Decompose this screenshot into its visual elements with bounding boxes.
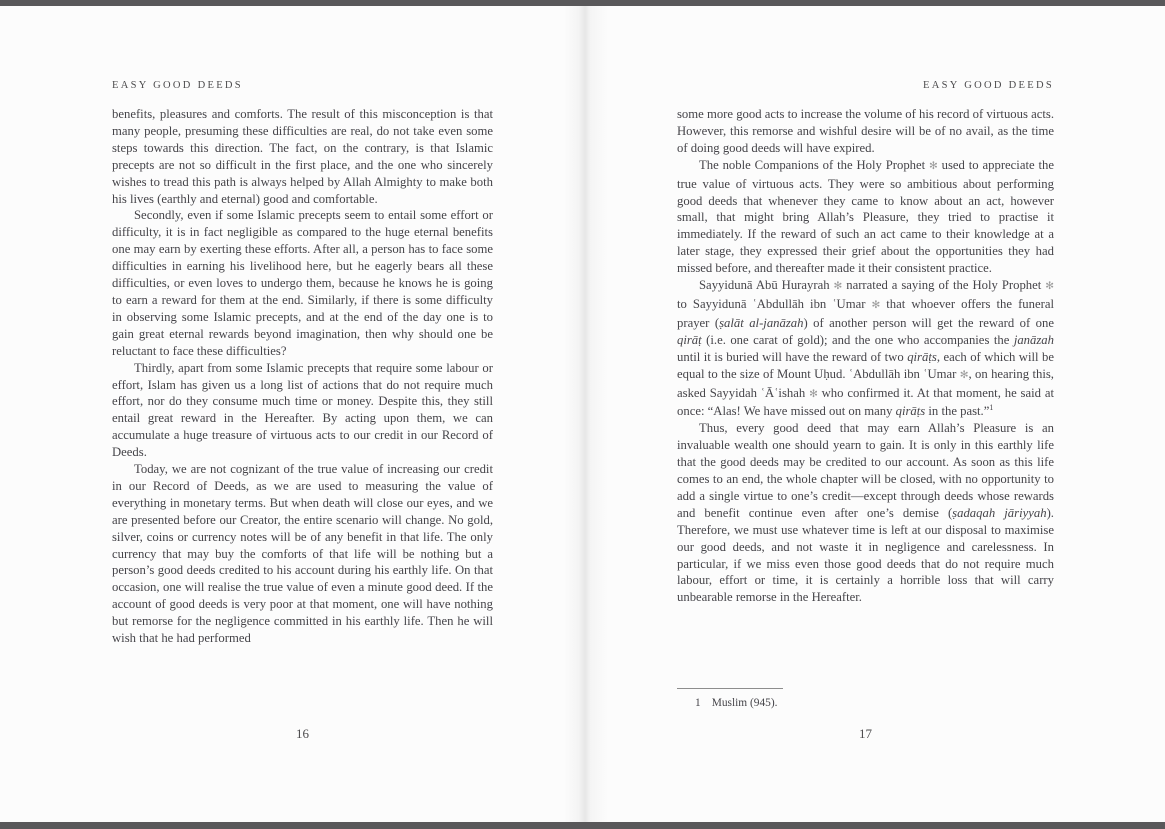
running-header-left: EASY GOOD DEEDS <box>112 80 243 91</box>
honorific-rosette-icon: ✻ <box>833 281 843 293</box>
paragraph: Thus, every good deed that may earn Allah’s Pleasure is an invaluable wealth one should yearn to gain. It is only in this earthly life that the good deeds may be credited to our account. As soon as this life comes to an end, the whole chapter will be closed, with no opportunity to add a single virtue to one’s credit—except through deeds whose rewards and benefit continue even after one’s demise (ṣadaqah jāriyyah). Therefore, we must use whatever time is left at our disposal to maximise our good deeds, and not waste it in negligence and carelessness. In particular, if we miss even those good deeds that do not require much labour, effort or time, it is certainly a horrible loss that will carry unbearable remorse in the Hereafter. <box>677 421 1054 605</box>
page-gutter-shadow <box>564 6 608 822</box>
honorific-rosette-icon: ✻ <box>959 369 969 381</box>
right-page-body <box>677 106 1054 681</box>
running-header-right: EASY GOOD DEEDS <box>923 80 1054 91</box>
honorific-rosette-icon: ✻ <box>929 160 938 172</box>
footnote-rule <box>677 688 783 689</box>
left-page-body <box>112 106 493 731</box>
footnote-block <box>677 688 1054 709</box>
honorific-rosette-icon: ✻ <box>1045 281 1054 293</box>
paragraph: benefits, pleasures and comforts. The result of this misconception is that many people, presuming these difficulties are real, do not take even some steps towards this direction. The fact, on the contrary, is that Islamic precepts are not so difficult in the first place, and the one who sincerely wishes to tread this path is always helped by Allah Almighty to make both his lives (earthly and eternal) good and comfortable. <box>112 107 493 206</box>
page-number-left: 16 <box>296 726 309 741</box>
bottom-frame-bar <box>0 822 1165 829</box>
footnote-text: Muslim (945). <box>711 697 778 709</box>
paragraph: Secondly, even if some Islamic precepts seem to entail some effort or difficulty, it is in fact negligible as compared to the huge eternal benefits one may earn by exerting these efforts. After all, a person has to face some difficulties in earning his livelihood here, but he eagerly bears all these difficulties, or even loves to undergo them, because he knows he is going to earn a reward for them at the end. Similarly, if there is some difficulty in observing some Islamic precepts, and at the end of the day one is to gain great eternal rewards beyond imagination, then why should one be reluctant to face these difficulties? <box>112 208 493 358</box>
honorific-rosette-icon: ✻ <box>809 388 818 400</box>
paragraph: Thirdly, apart from some Islamic precepts that require some labour or effort, Islam has given us a long list of actions that do not require much effort, nor do they consume much time or money. Despite this, they still entail great reward in the Hereafter. By acting upon them, we can accumulate a huge treasure of virtuous acts to our credit in our Record of Deeds. <box>112 360 493 460</box>
right-page <box>677 80 1054 681</box>
paragraph: The noble Companions of the Holy Prophet ✻ used to appreciate the true value of virtuous acts. They were so ambitious about performing good deeds that whenever they came to know about an act, however small, that might bring Allah’s Pleasure, they tried to practise it immediately. If the reward of such an act came to their knowledge at a later stage, they expressed their grief about the opportunities they had missed before, and thereafter made it their consistent practice. <box>677 157 1054 276</box>
paragraph: some more good acts to increase the volume of his record of virtuous acts. However, this remorse and wishful desire will be of no avail, as the time of doing good deeds will have expired. <box>677 107 1054 155</box>
footnote <box>677 697 1054 709</box>
paragraph: Today, we are not cognizant of the true value of increasing our credit in our Record of Deeds, as we are used to measuring the value of everything in monetary terms. But when death will close our eyes, and we are presented before our Creator, the entire scenario will change. No gold, silver, coins or currency notes will be of any benefit in that life. The only currency that may buy the comforts of that life will be nothing but a person’s good deeds credited to his account during his earthly life. On that occasion, one will realise the true value of even a minute good deed. If the account of good deeds is very poor at that moment, one will have nothing but remorse for the negligence committed in his earthly life. Then he will wish that he had performed <box>112 462 493 646</box>
page-number-right: 17 <box>859 726 872 741</box>
honorific-rosette-icon: ✻ <box>871 299 881 311</box>
footnote-marker: 1 <box>695 697 701 709</box>
paragraph: Sayyidunā Abū Hurayrah ✻ narrated a saying of the Holy Prophet ✻ to Sayyidunā ʿAbdullāh ibn ʿUmar ✻ that whoever offers the funeral prayer (ṣalāt al-janāzah) of another person will get the reward of one qirāṭ (i.e. one carat of gold); and the one who accompanies the janāzah until it is buried will have the reward of two qirāṭs, each of which will be equal to the size of Mount Uḥud. ʿAbdullāh ibn ʿUmar ✻, on hearing this, asked Sayyidah ʿĀʿishah ✻ who confirmed it. At that moment, he said at once: “Alas! We have missed out on many qirāṭs in the past.”$^1$ <box>677 278 1054 419</box>
left-page <box>112 80 493 731</box>
